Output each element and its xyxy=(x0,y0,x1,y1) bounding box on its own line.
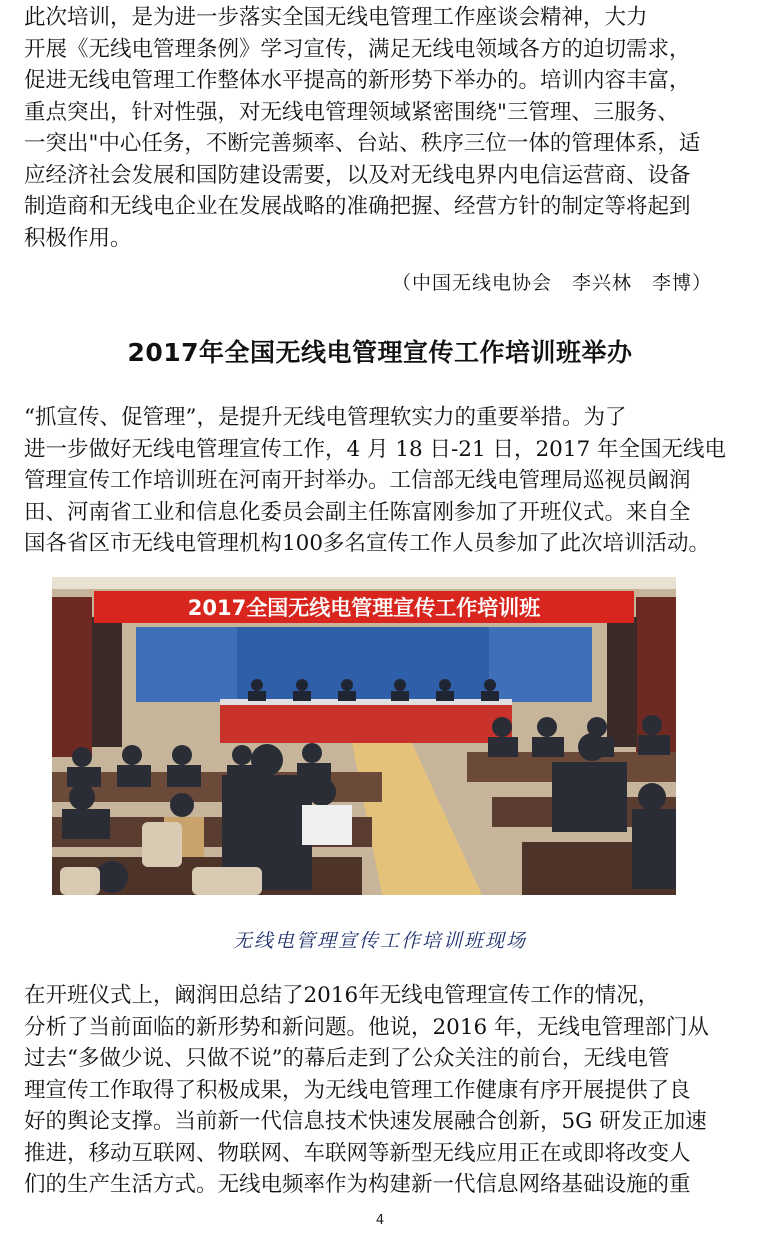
article-title: 2017年全国无线电管理宣传工作培训班举办 xyxy=(127,338,633,367)
banner-text: 2017全国无线电管理宣传工作培训班 xyxy=(187,596,541,620)
text-line: 进一步做好无线电管理宣传工作，4 月 18 日-21 日，2017 年全国无线电 xyxy=(24,436,727,462)
text-line: 们的生产生活方式。无线电频率作为构建新一代信息网络基础设施的重 xyxy=(24,1172,691,1197)
text-line: “抓宣传、促管理”，是提升无线电管理软实力的重要举措。为了 xyxy=(24,405,627,430)
text-line: 一突出"中心任务，不断完善频率、台站、秩序三位一体的管理体系，适 xyxy=(24,131,701,156)
text-line: 应经济社会发展和国防建设需要，以及对无线电界内电信运营商、设备 xyxy=(24,162,691,188)
page-number: 4 xyxy=(375,1213,385,1228)
text-line: 重点突出，针对性强，对无线电管理领域紧密围绕"三管理、三服务、 xyxy=(24,99,679,125)
text-line: 国各省区市无线电管理机构100多名宣传工作人员参加了此次培训活动。 xyxy=(24,531,711,556)
paragraph-2 xyxy=(24,402,736,560)
text-line: 制造商和无线电企业在发展战略的准确把握、经营方针的制定等将起到 xyxy=(24,194,691,219)
text-line: 开展《无线电管理条例》学习宣传，满足无线电领域各方的迫切需求， xyxy=(24,36,691,62)
text-line: 此次培训，是为进一步落实全国无线电管理工作座谈会精神，大力 xyxy=(24,5,648,30)
photo-caption: 无线电管理宣传工作培训班现场 xyxy=(232,930,527,952)
text-line: 推进，移动互联网、物联网、车联网等新型无线应用正在或即将改变人 xyxy=(24,1140,691,1166)
text-line: 好的舆论支撑。当前新一代信息技术快速发展融合创新，5G 研发正加速 xyxy=(24,1109,707,1134)
text-line: 促进无线电管理工作整体水平提高的新形势下举办的。培训内容丰富， xyxy=(24,68,691,93)
text-line: 田、河南省工业和信息化委员会副主任陈富刚参加了开班仪式。来自全 xyxy=(24,499,691,525)
text-line: 在开班仪式上，阚润田总结了2016年无线电管理宣传工作的情况， xyxy=(24,983,660,1008)
text-line: 管理宣传工作培训班在河南开封举办。工信部无线电管理局巡视员阚润 xyxy=(24,468,691,493)
text-line: 过去“多做少说、只做不说”的幕后走到了公众关注的前台，无线电管 xyxy=(24,1046,670,1071)
text-line: 积极作用。 xyxy=(24,225,132,251)
conference-photo xyxy=(52,577,676,895)
author-signature: （中国无线电协会 李兴林 李博） xyxy=(391,272,712,294)
paragraph-3 xyxy=(24,980,736,1201)
paragraph-1 xyxy=(24,2,736,254)
text-line: 分析了当前面临的新形势和新问题。他说，2016 年，无线电管理部门从 xyxy=(24,1014,710,1040)
text-line: 理宣传工作取得了积极成果，为无线电管理工作健康有序开展提供了良 xyxy=(24,1077,691,1103)
